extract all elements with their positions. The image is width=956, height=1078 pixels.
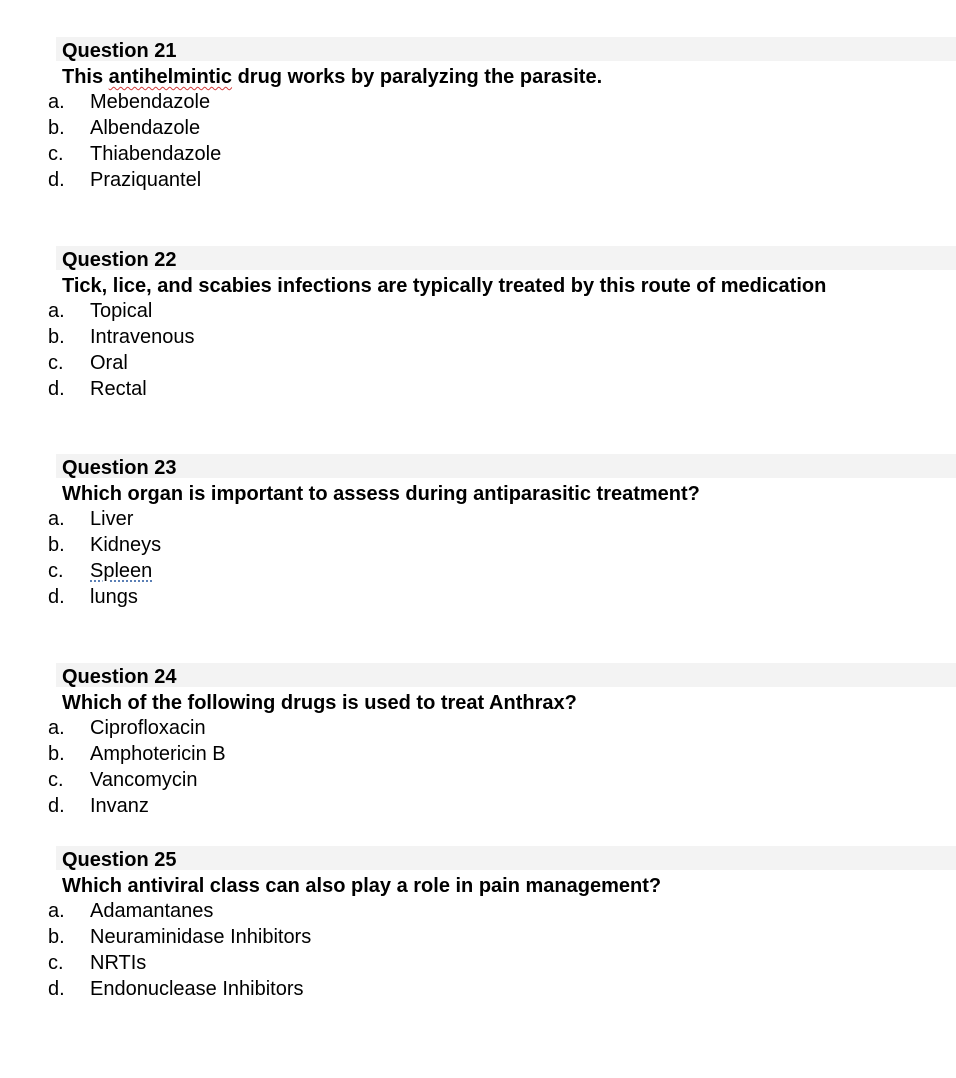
question-number: Question 25: [62, 849, 177, 871]
question-header-band: [56, 246, 956, 270]
question-text: Which of the following drugs is used to treat Anthrax?: [62, 692, 577, 714]
option-text: Topical: [90, 300, 153, 322]
option-letter: d.: [48, 586, 65, 608]
option-text: Albendazole: [90, 117, 201, 139]
option-text: Thiabendazole: [90, 143, 222, 165]
option-letter: d.: [48, 169, 65, 191]
option-text: Rectal: [90, 378, 147, 400]
option-letter: a.: [48, 717, 65, 739]
option-text: Endonuclease Inhibitors: [90, 978, 304, 1000]
option-letter: d.: [48, 378, 65, 400]
option-letter: b.: [48, 117, 65, 139]
question-number: Question 21: [62, 40, 177, 62]
option-text: Intravenous: [90, 326, 195, 348]
option-letter: b.: [48, 743, 65, 765]
option-text: Invanz: [90, 795, 149, 817]
option-text: Amphotericin B: [90, 743, 226, 765]
option-text: Praziquantel: [90, 169, 202, 191]
option-letter: b.: [48, 326, 65, 348]
option-letter: d.: [48, 795, 65, 817]
option-letter: a.: [48, 300, 65, 322]
option-letter: c.: [48, 560, 64, 582]
grammar-flagged-word[interactable]: Spleen: [90, 560, 153, 582]
option-text: Kidneys: [90, 534, 162, 556]
question-number: Question 24: [62, 666, 177, 688]
question-text: [62, 65, 602, 89]
option-text: lungs: [90, 586, 138, 608]
question-header-band: [56, 663, 956, 687]
option-letter: a.: [48, 508, 65, 530]
question-header-band: [56, 37, 956, 61]
option-text: Oral: [90, 352, 128, 374]
option-letter: a.: [48, 900, 65, 922]
question-text-part: drug works by paralyzing the parasite.: [232, 66, 603, 88]
option-letter: c.: [48, 769, 64, 791]
option-text: Liver: [90, 508, 134, 530]
option-letter: b.: [48, 534, 65, 556]
option-letter: c.: [48, 143, 64, 165]
option-text: Mebendazole: [90, 91, 211, 113]
spellcheck-flagged-word[interactable]: antihelmintic: [108, 66, 233, 88]
question-text: Tick, lice, and scabies infections are typically treated by this route of medication: [62, 275, 827, 297]
question-number: Question 23: [62, 457, 177, 479]
option-text: NRTIs: [90, 952, 147, 974]
question-text: Which antiviral class can also play a role in pain management?: [62, 875, 662, 897]
option-letter: c.: [48, 352, 64, 374]
question-number: Question 22: [62, 249, 177, 271]
question-header-band: [56, 846, 956, 870]
question-text-part: This: [62, 66, 109, 88]
option-text: Ciprofloxacin: [90, 717, 206, 739]
option-text: Vancomycin: [90, 769, 198, 791]
option-letter: c.: [48, 952, 64, 974]
question-header-band: [56, 454, 956, 478]
option-text: Neuraminidase Inhibitors: [90, 926, 312, 948]
option-letter: b.: [48, 926, 65, 948]
option-letter: a.: [48, 91, 65, 113]
question-text: Which organ is important to assess during antiparasitic treatment?: [62, 483, 700, 505]
option-text: Adamantanes: [90, 900, 214, 922]
option-letter: d.: [48, 978, 65, 1000]
